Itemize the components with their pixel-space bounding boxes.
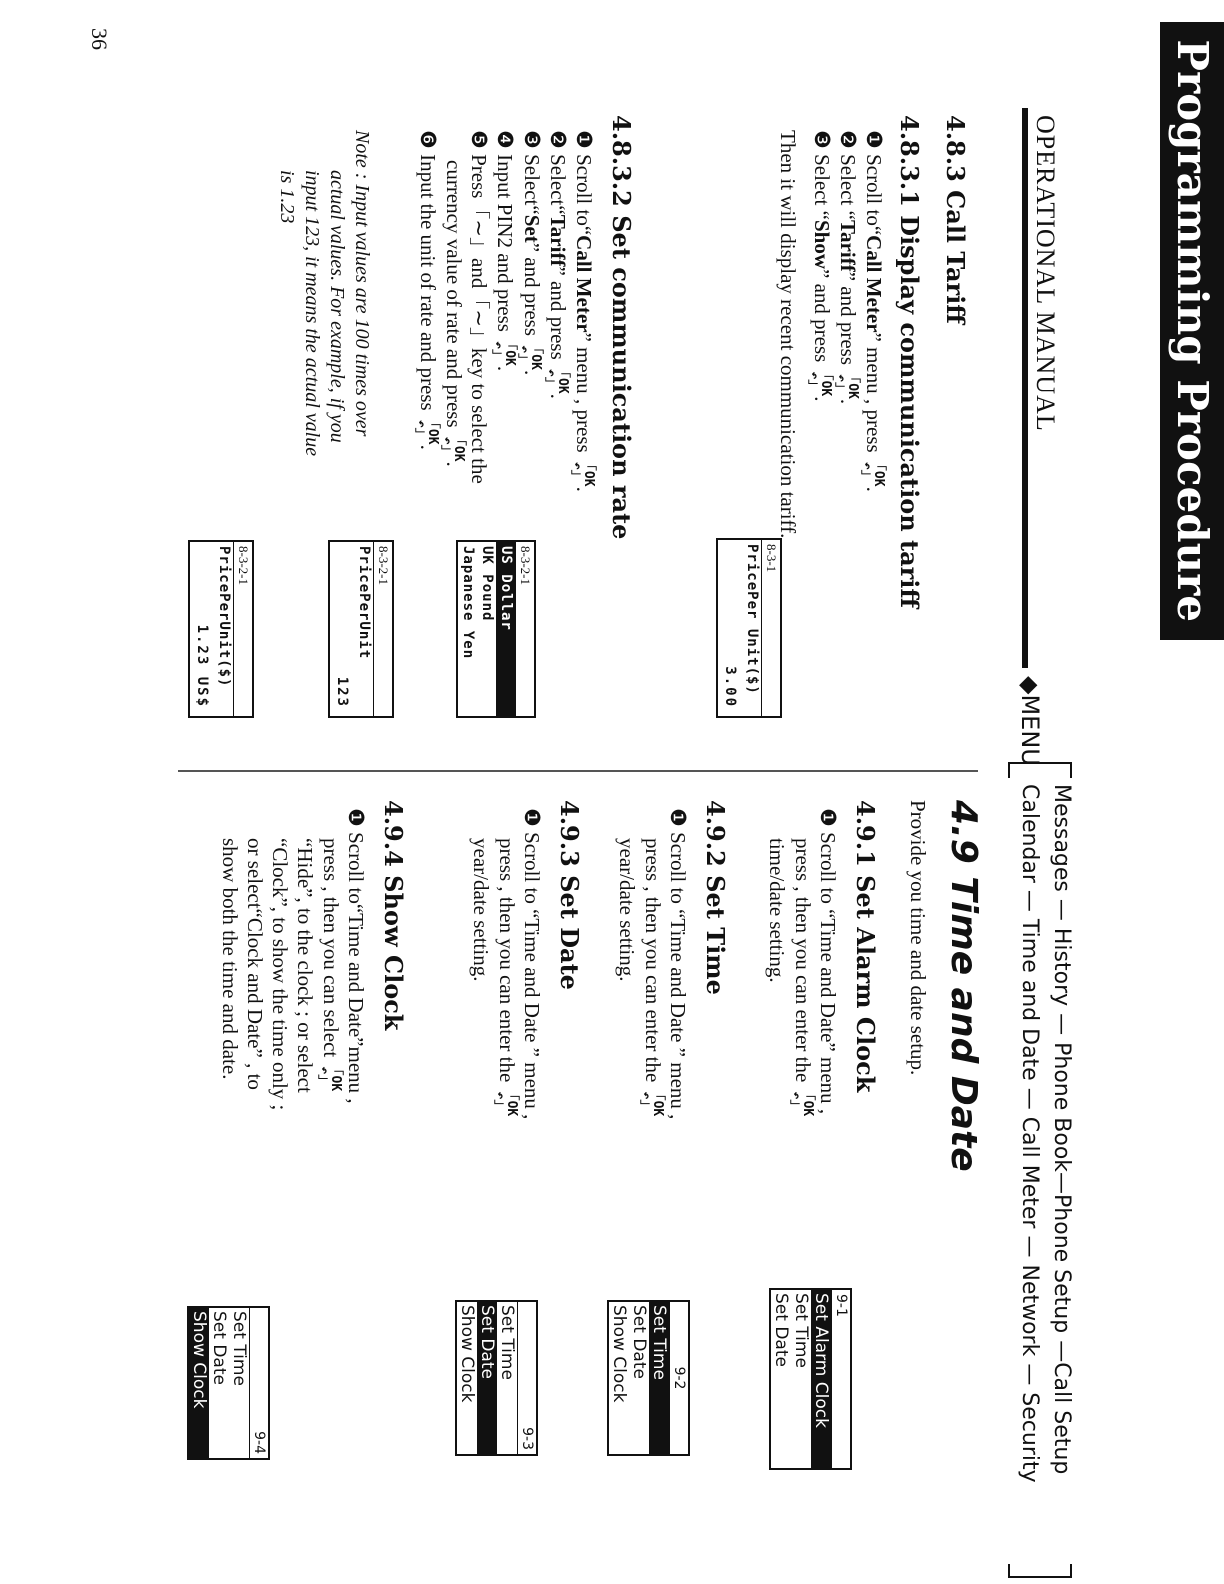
- text-line: press , then you can enter the: [791, 838, 815, 1083]
- lcd-line-selected: Set Time: [649, 1302, 669, 1454]
- lcd-line: Set Time: [497, 1305, 517, 1380]
- note-line: actual values. For example, if you: [326, 170, 348, 443]
- lcd-8-3-2-1-input: [328, 540, 394, 718]
- lcd-caption: 9-1: [831, 1290, 850, 1468]
- ok-key-icon: 「OK ↶」: [568, 457, 596, 487]
- section-4-8-3-title: 4.8.3 Call Tariff: [941, 115, 970, 324]
- menu-label: ◆MENU: [1016, 676, 1044, 766]
- menu-path-row-2: Calendar — Time and Date — Call Meter — Network — Security: [1017, 784, 1042, 1483]
- step-list-item: ❷ Select“Tariff” and press 「OK ↶」.: [542, 130, 570, 399]
- lcd-9-2: [607, 1300, 690, 1456]
- lcd-line: UK Pound: [479, 546, 495, 622]
- lcd-line-selected: Show Clock: [189, 1308, 209, 1458]
- step-list-item: ❶ Scroll to“Call Meter” menu , press 「OK ↶」.: [568, 130, 596, 492]
- lcd-caption: 9-2: [669, 1302, 688, 1454]
- section-4-9-4-text: [217, 808, 368, 1248]
- section-4-9-3-title: 4.9.3 Set Date: [555, 800, 584, 990]
- column-divider: [178, 770, 978, 772]
- lcd-9-3: [455, 1300, 538, 1456]
- text-line: or select“Clock and Date” , to: [242, 838, 267, 1090]
- lcd-caption: 8-3-2-1: [373, 542, 392, 716]
- lcd-line: Show Clock: [457, 1305, 477, 1403]
- ok-key-icon: 「OK ↶」: [412, 415, 440, 445]
- lcd-line: Japanese Yen: [460, 546, 476, 660]
- ok-key-icon: 「OK ↶」: [787, 1087, 815, 1117]
- step-list-item: currency value of rate and press 「OK ↶」.: [439, 160, 467, 467]
- lcd-value: 123: [334, 676, 350, 708]
- ok-key-icon: 「OK ↶」: [542, 365, 570, 394]
- text-line: year/date setting.: [468, 838, 493, 982]
- lcd-line: Set Date: [629, 1305, 649, 1379]
- section-4-9-3-text: [468, 808, 544, 1228]
- steps-4-8-3-1: [807, 130, 886, 492]
- section-4-9-2-title: 4.9.2 Set Time: [701, 800, 730, 995]
- text-line: ❶ Scroll to “Time and Date” menu ,: [816, 808, 840, 1115]
- menu-path-row-1: Messages — History — Phone Book—Phone Setup —Call Setup: [1049, 784, 1074, 1475]
- section-4-9-2-text: [614, 808, 690, 1228]
- lcd-caption: 9-3: [517, 1302, 536, 1454]
- lcd-line-selected: Set Alarm Clock: [811, 1290, 831, 1468]
- lcd-9-4: [187, 1306, 270, 1460]
- text-line: year/date setting.: [614, 838, 639, 982]
- note-line: is 1.23: [276, 170, 298, 224]
- lcd-value: 3.00: [722, 666, 738, 708]
- lcd-caption: 9-4: [249, 1308, 268, 1458]
- text-line: ❶ Scroll to “Time and Date ” menu ,: [666, 808, 690, 1120]
- lcd-line: Set Date: [209, 1311, 229, 1385]
- input-note: [274, 130, 374, 570]
- lcd-line-selected: US Dollar: [496, 542, 515, 716]
- lcd-line: Set Date: [771, 1293, 791, 1367]
- section-4-9-1-text: [764, 808, 840, 1228]
- section-4-9-1-title: 4.9.1 Set Alarm Clock: [851, 800, 880, 1093]
- text-line: press , then you can select: [319, 838, 343, 1058]
- section-banner: Programming Procedure: [1160, 22, 1224, 640]
- section-4-8-3-2-title: 4.8.3.2 Set communication rate: [607, 115, 636, 540]
- lcd-value: 1.23 US$: [194, 624, 210, 708]
- step-list-item: ❻ Input the unit of rate and press 「OK ↶」.: [412, 130, 441, 450]
- ok-key-icon: 「OK ↶」: [491, 1087, 519, 1117]
- lcd-line: Show Clock: [609, 1305, 629, 1403]
- ok-key-icon: 「OK ↶」: [858, 457, 886, 487]
- lcd-label: PricePerUnit: [356, 546, 372, 660]
- section-4-9-title: 4.9 Time and Date: [943, 800, 984, 1172]
- lcd-label: PricePerUnit($): [216, 546, 232, 688]
- lcd-8-3-2-1-currency: [456, 540, 536, 718]
- ok-key-icon: 「OK ↶」: [315, 1062, 343, 1092]
- step-list-item: ❺ Press「∼」and「∼」key to select the: [467, 130, 492, 484]
- text-line: show both the time and date.: [217, 838, 242, 1080]
- page-number: 36: [87, 28, 112, 50]
- section-4-8-3-1-title: 4.8.3.1 Display communication tariff: [895, 115, 924, 609]
- lcd-caption: 8-3-1: [761, 540, 780, 716]
- step-list-item: ❷ Select “Tariff” and press 「OK ↶」.: [832, 130, 860, 405]
- ok-key-icon: 「OK ↶」: [490, 337, 518, 366]
- ok-key-icon: 「OK ↶」: [806, 367, 834, 397]
- lcd-line-selected: Set Date: [477, 1302, 497, 1454]
- manual-title: OPERATIONAL MANUAL: [1031, 115, 1060, 432]
- lcd-label: PricePer Unit($): [744, 544, 760, 695]
- text-line: “Hide”, to the clock ; or select: [292, 838, 317, 1093]
- text-line: ❶ Scroll to“Time and Date”menu ,: [344, 808, 368, 1104]
- menu-bracket-right: [1008, 1564, 1072, 1578]
- section-4-9-description: Provide you time and date setup.: [906, 800, 930, 1076]
- lcd-8-3-2-1-result: [188, 540, 254, 718]
- lcd-caption: 8-3-2-1: [515, 542, 534, 716]
- ok-key-icon: 「OK ↶」: [516, 341, 544, 370]
- header-rule: [1022, 108, 1028, 668]
- step-list-item: ❶ Scroll to“Call Meter” menu , press 「OK ↶」.: [858, 130, 886, 492]
- lcd-8-3-1: [716, 538, 782, 718]
- step-list-item: ❸ Select“Set” and press 「OK ↶」.: [516, 130, 544, 376]
- lcd-9-1: [769, 1288, 852, 1470]
- note-line: Note : Input values are 100 times over: [351, 130, 373, 437]
- lcd-line: Set Time: [791, 1293, 811, 1368]
- lcd-line: Set Time: [229, 1311, 249, 1386]
- text-line: press , then you can enter the: [641, 838, 665, 1083]
- ok-key-icon: 「OK ↶」: [637, 1087, 665, 1117]
- lcd-caption: 8-3-2-1: [233, 542, 252, 716]
- text-line: time/date setting.: [764, 838, 789, 983]
- ok-key-icon: 「OK ↶」: [439, 432, 467, 462]
- step-list-item: ❹ Input PIN2 and press 「OK ↶」.: [490, 130, 518, 372]
- step-list-item: ❸ Select “Show” and press 「OK ↶」.: [806, 130, 834, 402]
- text-line: press , then you can enter the: [495, 838, 519, 1083]
- tariff-display-note: Then it will display recent communication tariff.: [776, 130, 800, 539]
- menu-bracket-left: [1008, 762, 1072, 778]
- note-line: input 123, it means the actual value: [301, 170, 323, 457]
- text-line: ❶ Scroll to “Time and Date ” menu ,: [520, 808, 544, 1120]
- section-4-9-4-title: 4.9.4 Show Clock: [379, 800, 408, 1031]
- steps-4-8-3-2: [414, 130, 596, 492]
- ok-key-icon: 「OK ↶」: [832, 370, 860, 399]
- text-line: “Clock”, to show the time only ;: [267, 838, 292, 1111]
